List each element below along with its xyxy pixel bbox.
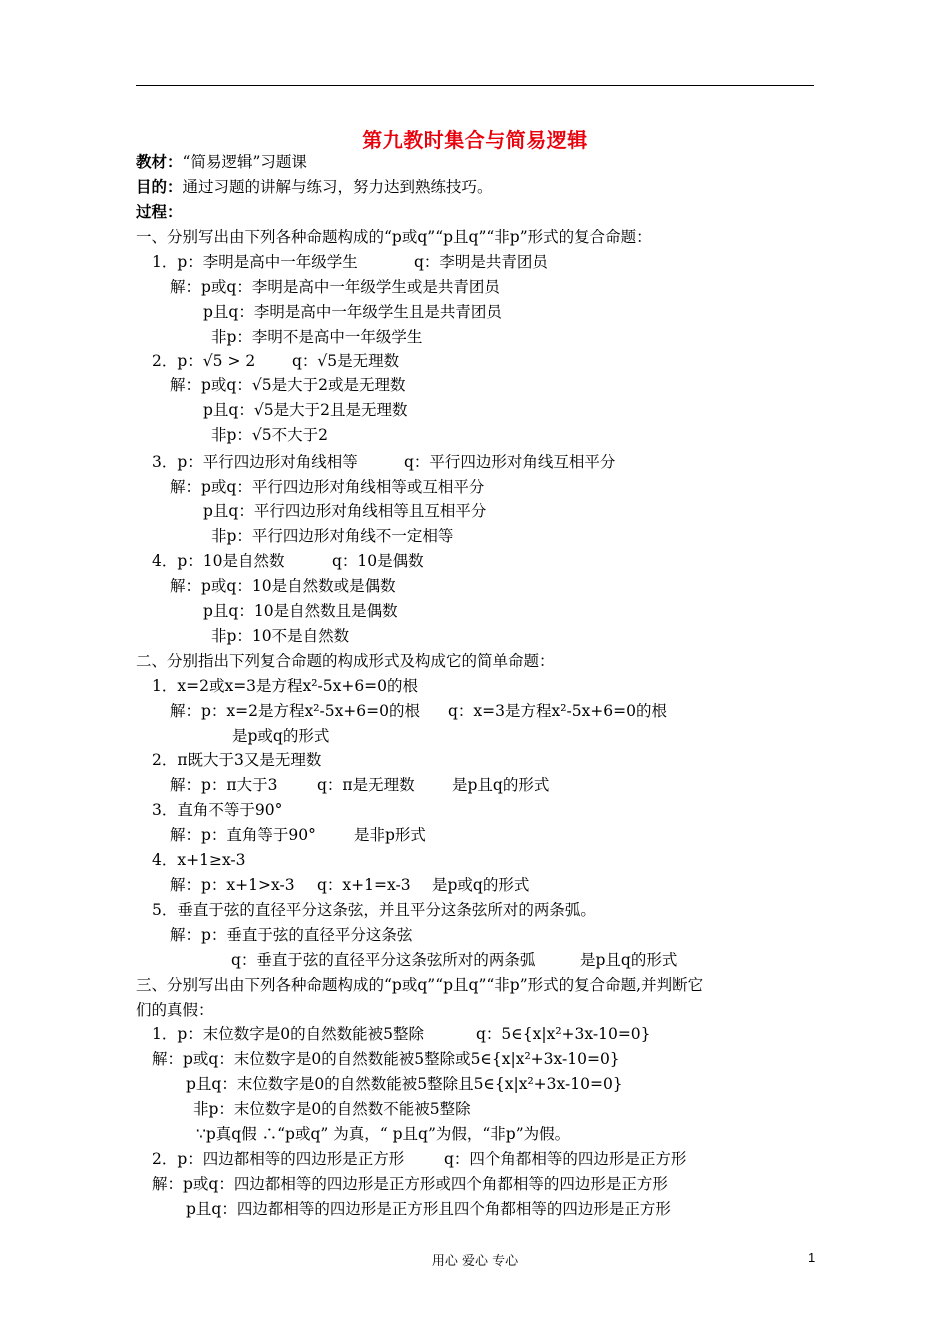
s2-q3-form: 是非p形式 xyxy=(354,826,426,844)
s2-q5: 5．垂直于弦的直径平分这条弦，并且平分这条弦所对的两条弧。 xyxy=(152,901,596,919)
q3-or: 解：p或q：平行四边形对角线相等或互相平分 xyxy=(170,478,485,496)
s3-q1-q: q：5∈{x|x²+3x-10=0} xyxy=(476,1025,651,1043)
s2-q5-p: 解：p：垂直于弦的直径平分这条弦 xyxy=(170,926,413,944)
q2-or: 解：p或q：√5是大于2或是无理数 xyxy=(170,376,406,394)
q3-and: p且q：平行四边形对角线相等且互相平分 xyxy=(203,502,487,520)
s3-q1-or: 解：p或q：末位数字是0的自然数能被5整除或5∈{x|x²+3x-10=0} xyxy=(152,1050,620,1068)
section-3-heading: 三、分别写出由下列各种命题构成的“p或q”“p且q”“非p”形式的复合命题,并判断它 xyxy=(136,976,704,994)
q3-q: q：平行四边形对角线互相平分 xyxy=(404,453,616,471)
section-1-heading: 一、分别写出由下列各种命题构成的“p或q”“p且q”“非p”形式的复合命题： xyxy=(136,228,652,246)
s2-q2-form: 是p且q的形式 xyxy=(452,776,550,794)
goal-value: 通过习题的讲解与练习，努力达到熟练技巧。 xyxy=(182,178,493,196)
q4-p: 4．p：10是自然数 xyxy=(152,552,285,570)
section-2-heading: 二、分别指出下列复合命题的构成形式及构成它的简单命题： xyxy=(136,652,555,670)
q3-not: 非p：平行四边形对角线不一定相等 xyxy=(211,527,454,545)
process-label: 过程： xyxy=(136,202,183,221)
goal-label: 目的： xyxy=(136,177,183,196)
q1-p: 1．p：李明是高中一年级学生 xyxy=(152,253,358,271)
s2-q3: 3．直角不等于90° xyxy=(152,801,283,819)
s3-q1-judgement: ∵p真q假 ∴“p或q” 为真，“ p且q”为假，“非p”为假。 xyxy=(196,1125,571,1143)
q1-q: q：李明是共青团员 xyxy=(414,253,548,271)
s3-q2-q: q：四个角都相等的四边形是正方形 xyxy=(444,1150,687,1168)
q4-and: p且q：10是自然数且是偶数 xyxy=(203,602,398,620)
q1-not: 非p：李明不是高中一年级学生 xyxy=(211,328,423,346)
s2-q5-q: q：垂直于弦的直径平分这条弦所对的两条弧 xyxy=(231,951,536,969)
s2-q5-form: 是p且q的形式 xyxy=(580,951,678,969)
section-3-heading-cont: 们的真假： xyxy=(136,1001,214,1019)
header-rule xyxy=(136,85,814,86)
s2-q4-form: 是p或q的形式 xyxy=(432,876,530,894)
s2-q2-p: 解：p：π大于3 xyxy=(170,776,278,794)
s2-q1-p: 解：p：x=2是方程x²-5x+6=0的根 xyxy=(170,702,421,720)
s2-q4-q: q：x+1=x-3 xyxy=(317,876,411,894)
q4-or: 解：p或q：10是自然数或是偶数 xyxy=(170,577,396,595)
q2-not: 非p：√5不大于2 xyxy=(211,426,329,444)
q2-p: 2．p：√5 > 2 xyxy=(152,352,256,370)
s2-q1: 1．x=2或x=3是方程x²-5x+6=0的根 xyxy=(152,677,419,695)
s3-q1-not: 非p：末位数字是0的自然数不能被5整除 xyxy=(193,1100,471,1118)
s2-q4: 4．x+1≥x-3 xyxy=(152,851,246,869)
q1-and: p且q：李明是高中一年级学生且是共青团员 xyxy=(203,303,502,321)
s3-q2-and: p且q：四边都相等的四边形是正方形且四个角都相等的四边形是正方形 xyxy=(186,1200,671,1218)
s3-q1-p: 1．p：末位数字是0的自然数能被5整除 xyxy=(152,1025,425,1043)
textbook-value: “简易逻辑”习题课 xyxy=(182,153,307,171)
page-title: 第九教时集合与简易逻辑 xyxy=(362,128,588,152)
s2-q3-p: 解：p：直角等于90° xyxy=(170,826,316,844)
page-number: 1 xyxy=(808,1250,816,1265)
q4-q: q：10是偶数 xyxy=(332,552,424,570)
s2-q1-form: 是p或q的形式 xyxy=(232,727,330,745)
textbook-label: 教材： xyxy=(136,152,183,171)
q2-and: p且q：√5是大于2且是无理数 xyxy=(203,401,408,419)
s3-q2-p: 2．p：四边都相等的四边形是正方形 xyxy=(152,1150,405,1168)
s3-q2-or: 解：p或q：四边都相等的四边形是正方形或四个角都相等的四边形是正方形 xyxy=(152,1175,668,1193)
s2-q4-p: 解：p：x+1>x-3 xyxy=(170,876,295,894)
goal-line xyxy=(136,177,493,197)
s3-q1-and: p且q：末位数字是0的自然数能被5整除且5∈{x|x²+3x-10=0} xyxy=(186,1075,623,1093)
footer-text: 用心 爱心 专心 xyxy=(431,1254,519,1269)
s2-q2-q: q：π是无理数 xyxy=(317,776,415,794)
q3-p: 3．p：平行四边形对角线相等 xyxy=(152,453,358,471)
s2-q1-q: q：x=3是方程x²-5x+6=0的根 xyxy=(448,702,668,720)
s2-q2: 2．π既大于3又是无理数 xyxy=(152,751,322,769)
textbook-line xyxy=(136,152,307,172)
q1-or: 解：p或q：李明是高中一年级学生或是共青团员 xyxy=(170,278,500,296)
q2-q: q：√5是无理数 xyxy=(292,352,400,370)
q4-not: 非p：10不是自然数 xyxy=(211,627,350,645)
